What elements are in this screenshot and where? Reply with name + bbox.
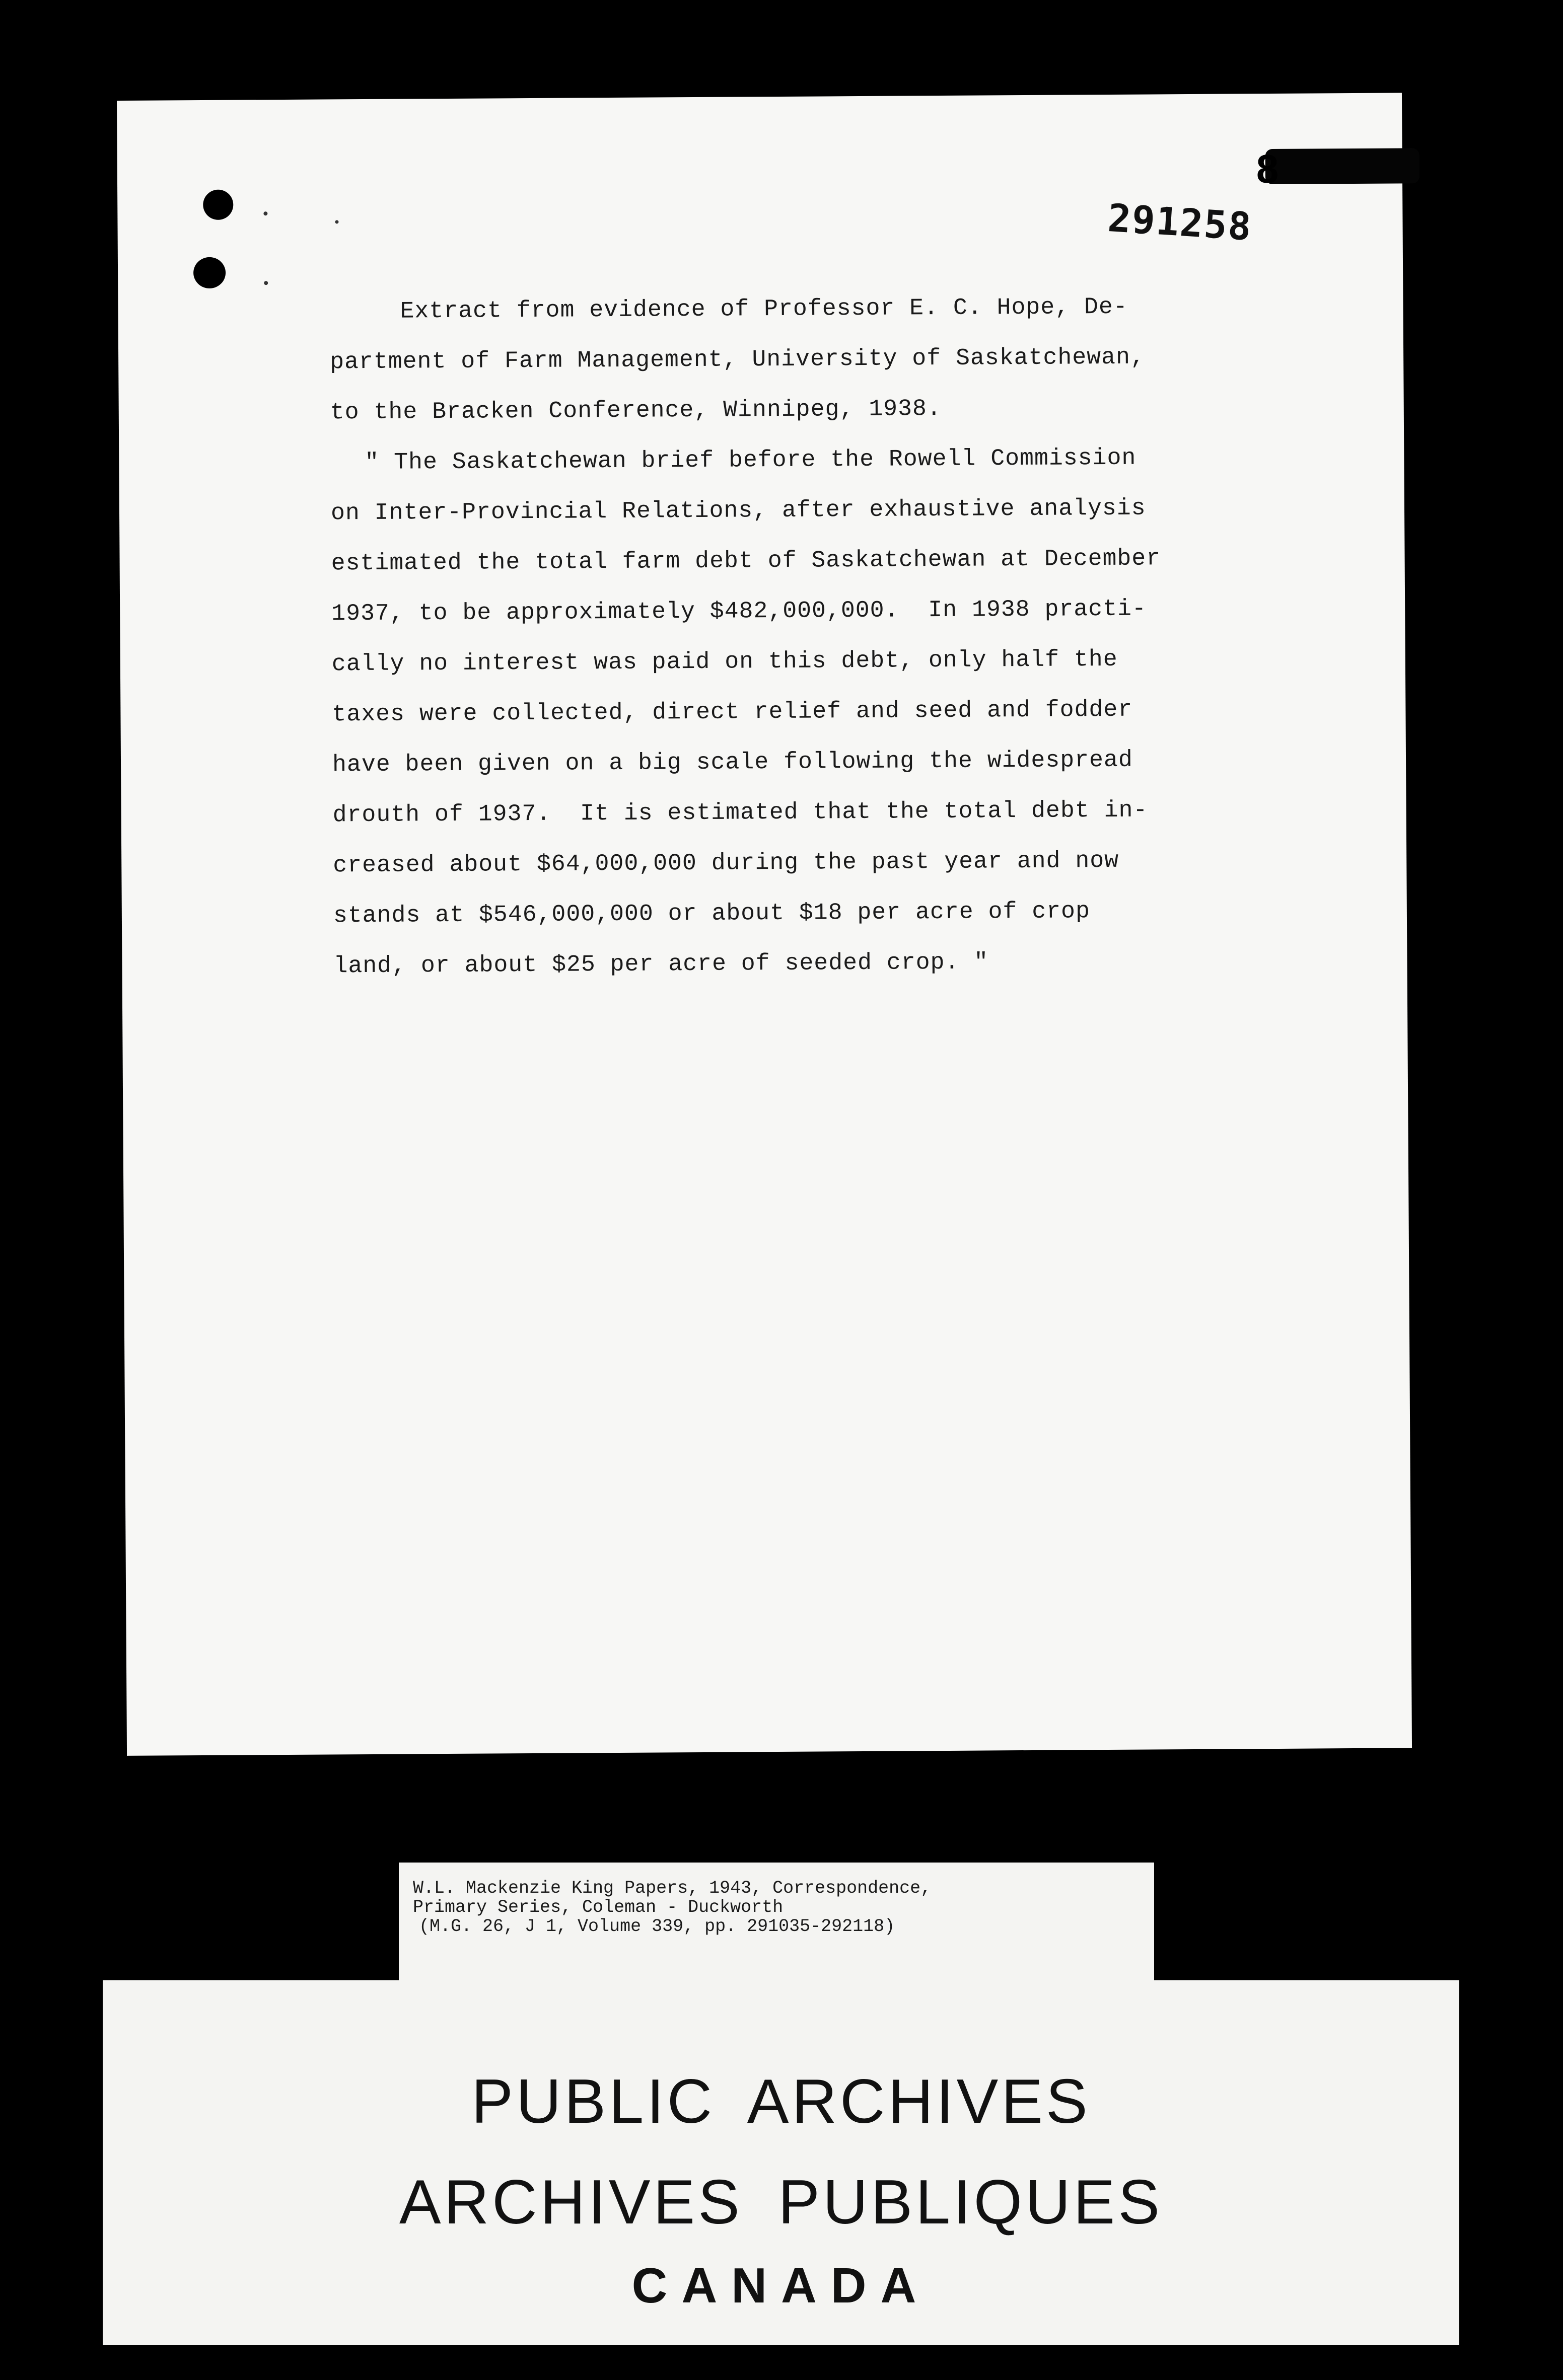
stamp-country: CANADA xyxy=(631,2258,931,2313)
text-line: drouth of 1937. It is estimated that the total debt in- xyxy=(332,796,1148,829)
text-line: partment of Farm Management, University of Saskatchewan, xyxy=(330,343,1145,376)
speck-mark xyxy=(335,220,338,224)
archive-citation-label xyxy=(399,1863,1154,1983)
citation-line: (M.G. 26, J 1, Volume 339, pp. 291035-292118) xyxy=(419,1916,895,1937)
text-line: land, or about $25 per acre of seeded crop. " xyxy=(333,948,989,980)
text-line: cally no interest was paid on this debt, only half the xyxy=(331,645,1118,678)
stamp-title-french: ARCHIVES PUBLIQUES xyxy=(399,2168,1163,2237)
redacted-number xyxy=(1265,148,1419,184)
punch-hole-top xyxy=(203,190,233,220)
folio-number: 291258 xyxy=(1106,195,1254,250)
punch-hole-bottom xyxy=(193,257,226,288)
stamp-title-english: PUBLIC ARCHIVES xyxy=(471,2067,1091,2136)
text-line: on Inter-Provincial Relations, after exhaustive analysis xyxy=(330,494,1146,527)
citation-line: W.L. Mackenzie King Papers, 1943, Correspondence, xyxy=(413,1878,932,1898)
speck-mark xyxy=(264,281,268,285)
text-line: " The Saskatchewan brief before the Rowell Commission xyxy=(365,444,1136,476)
text-line: taxes were collected, direct relief and seed and fodder xyxy=(332,696,1133,728)
text-line: 1937, to be approximately $482,000,000. In 1938 practi- xyxy=(331,595,1147,627)
speck-mark xyxy=(263,211,267,215)
archives-stamp xyxy=(103,1980,1459,2345)
text-line: estimated the total farm debt of Saskatchewan at December xyxy=(331,545,1161,577)
text-line: have been given on a big scale following the widespread xyxy=(332,746,1133,778)
text-line: Extract from evidence of Professor E. C. Hope, De- xyxy=(400,293,1128,325)
document-page xyxy=(117,93,1412,1756)
redacted-number-prefix: 8 xyxy=(1256,146,1279,192)
citation-line: Primary Series, Coleman - Duckworth xyxy=(413,1897,784,1917)
text-line: stands at $546,000,000 or about $18 per acre of crop xyxy=(333,898,1091,929)
document-body xyxy=(329,281,1210,992)
text-line: creased about $64,000,000 during the past year and now xyxy=(333,847,1119,879)
text-line: to the Bracken Conference, Winnipeg, 1938. xyxy=(330,395,942,426)
